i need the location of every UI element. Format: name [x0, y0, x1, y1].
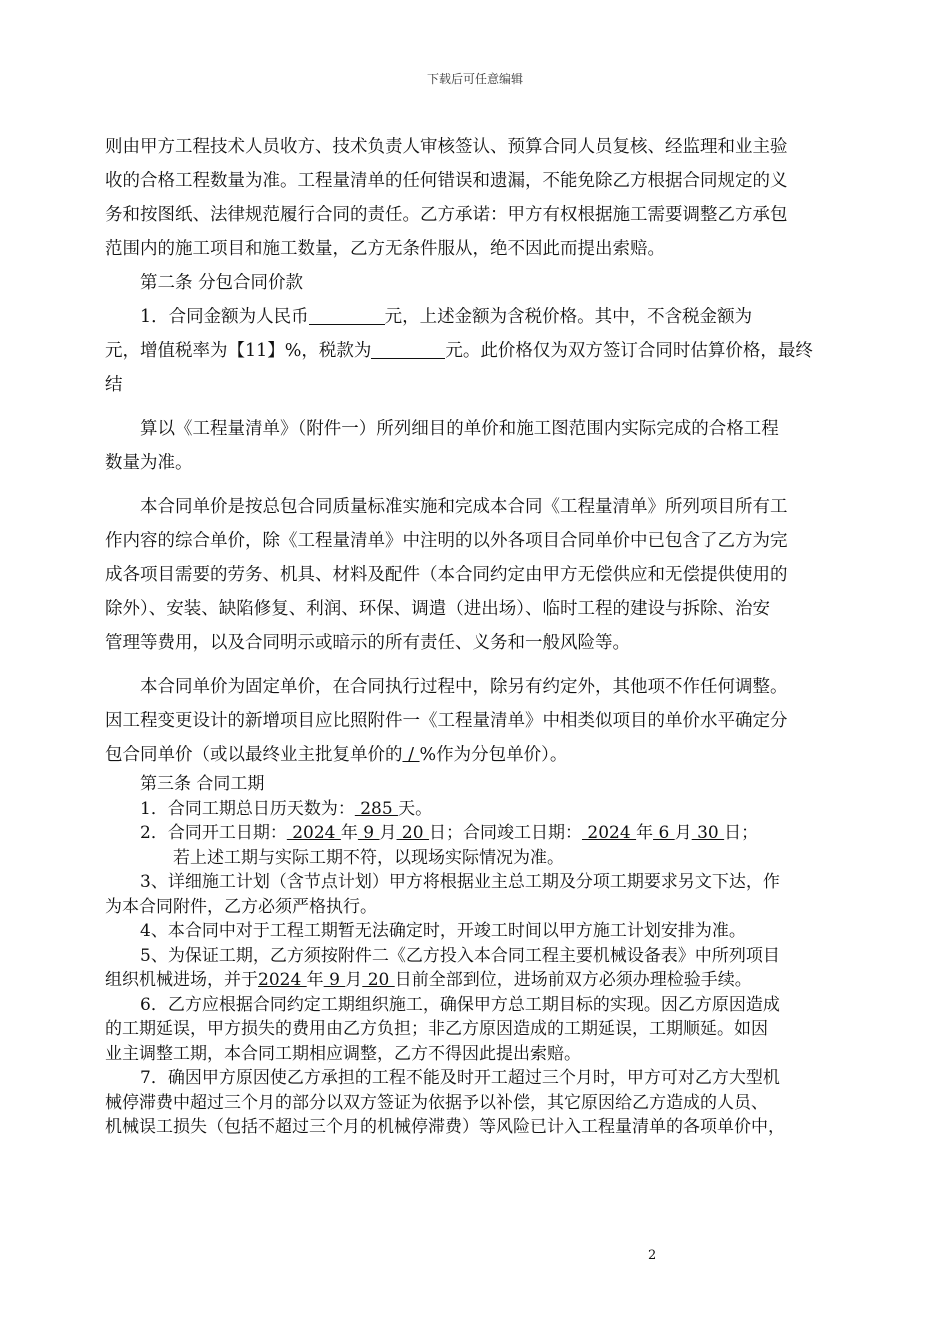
paragraph: 械停滞费中超过三个月的部分以双方签证为依据予以补偿，其它原因给乙方造成的人员、 — [105, 1092, 768, 1113]
percent-blank: / — [402, 745, 420, 765]
paragraph: 务和按图纸、法律规范履行合同的责任。乙方承诺：甲方有权根据施工需要调整乙方承包 — [105, 205, 788, 225]
paragraph: 3、详细施工计划（含节点计划）甲方将根据业主总工期及分项工期要求另文下达，作 — [140, 872, 780, 892]
amount-blank — [309, 306, 385, 325]
paragraph: 数量为准。 — [105, 453, 193, 473]
paragraph: 若上述工期与实际工期不符，以现场实际情况为准。 — [173, 847, 564, 868]
paragraph: 为本合同附件，乙方必须严格执行。 — [105, 896, 377, 917]
paragraph: 成各项目需要的劳务、机具、材料及配件（本合同约定由甲方无偿供应和无偿提供使用的 — [105, 565, 788, 585]
paragraph: 4、本合同中对于工程工期暂无法确定时，开竣工时间以甲方施工计划安排为准。 — [140, 921, 746, 941]
paragraph: 收的合格工程数量为准。工程量清单的任何错误和遗漏，不能免除乙方根据合同规定的义 — [105, 171, 788, 191]
page-header: 下载后可任意编辑 — [426, 72, 523, 86]
paragraph: 除外）、安装、缺陷修复、利润、环保、调遣（进出场）、临时工程的建设与拆除、治安 — [105, 599, 770, 619]
article-2-heading: 第二条 分包合同价款 — [140, 273, 304, 293]
paragraph: 结 — [105, 375, 123, 395]
unit-price-line: 包合同单价（或以最终业主批复单价的 / %作为分包单价）。 — [105, 745, 568, 765]
article-3-heading: 第三条 合同工期 — [140, 774, 265, 794]
total-days-line: 1．合同工期总日历天数为： 285 天。 — [140, 798, 433, 819]
paragraph: 算以《工程量清单》（附件一）所列细目的单价和施工图范围内实际完成的合格工程 — [140, 419, 779, 439]
paragraph: 本合同单价为固定单价，在合同执行过程中，除另有约定外，其他项不作任何调整。 — [140, 677, 788, 697]
tax-blank — [371, 340, 445, 359]
equipment-date-line: 组织机械进场，并于2024 年 9 月 20 日前全部到位，进场前双方必须办理检验手续。 — [105, 970, 752, 990]
paragraph: 管理等费用，以及合同明示或暗示的所有责任、义务和一般风险等。 — [105, 633, 630, 653]
paragraph: 的工期延误，甲方损失的费用由乙方负担；非乙方原因造成的工期延误，工期顺延。如因 — [105, 1019, 768, 1039]
paragraph: 作内容的综合单价，除《工程量清单》中注明的以外各项目合同单价中已包含了乙方为完 — [105, 531, 788, 551]
paragraph: 则由甲方工程技术人员收方、技术负责人审核签认、预算合同人员复核、经监理和业主验 — [105, 137, 788, 157]
page-number: 2 — [648, 1248, 657, 1263]
dates-line: 2．合同开工日期： 2024 年 9 月 20 日；合同竣工日期： 2024 年 6 月 30 日； — [140, 823, 759, 843]
paragraph: 机械误工损失（包括不超过三个月的机械停滞费）等风险已计入工程量清单的各项单价中， — [105, 1117, 785, 1137]
days-blank: 285 — [354, 798, 399, 819]
paragraph: 因工程变更设计的新增项目应比照附件一《工程量清单》中相类似项目的单价水平确定分 — [105, 711, 788, 731]
paragraph: 范围内的施工项目和施工数量，乙方无条件服从，绝不因此而提出索赔。 — [105, 239, 665, 259]
paragraph: 5、为保证工期，乙方须按附件二《乙方投入本合同工程主要机械设备表》中所列项目 — [140, 945, 780, 966]
paragraph: 7．确因甲方原因使乙方承担的工程不能及时开工超过三个月时，甲方可对乙方大型机 — [140, 1068, 780, 1088]
paragraph: 6．乙方应根据合同约定工期组织施工，确保甲方总工期目标的实现。因乙方原因造成 — [140, 994, 780, 1015]
paragraph: 业主调整工期，本合同工期相应调整，乙方不得因此提出索赔。 — [105, 1043, 581, 1064]
paragraph: 本合同单价是按总包合同质量标准实施和完成本合同《工程量清单》所列项目所有工 — [140, 497, 788, 517]
document-body — [105, 130, 865, 1140]
tax-line: 元，增值税率为【11】%，税款为 元。此价格仅为双方签订合同时估算价格，最终 — [105, 341, 813, 361]
contract-amount-line: 1．合同金额为人民币 元，上述金额为含税价格。其中，不含税金额为 — [140, 307, 753, 327]
